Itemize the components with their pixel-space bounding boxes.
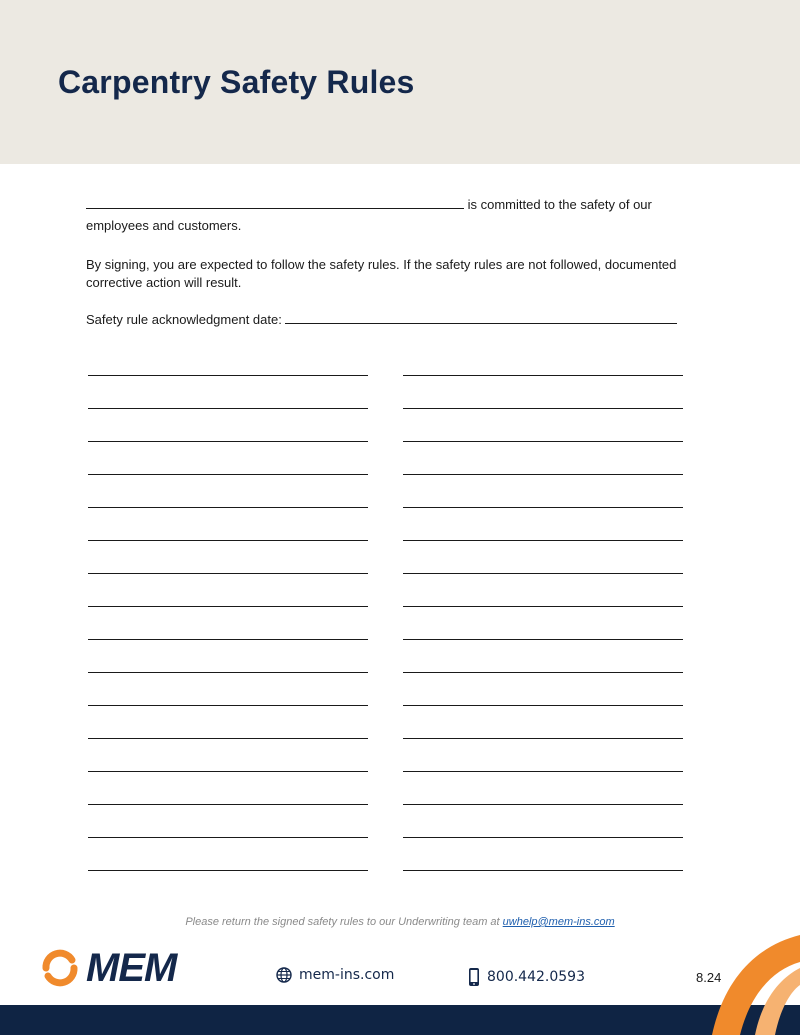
signature-line[interactable] xyxy=(88,870,368,871)
company-name-blank[interactable] xyxy=(86,196,464,209)
signature-line[interactable] xyxy=(88,507,368,508)
phone-icon xyxy=(468,967,480,987)
signature-line[interactable] xyxy=(88,837,368,838)
signature-line[interactable] xyxy=(88,606,368,607)
header-band xyxy=(0,0,800,164)
phone-text: 800.442.0593 xyxy=(487,969,585,985)
commitment-statement xyxy=(86,196,696,232)
signature-line[interactable] xyxy=(88,441,368,442)
signature-line[interactable] xyxy=(88,705,368,706)
signature-line[interactable] xyxy=(88,573,368,574)
acknowledgment-date-row xyxy=(86,311,696,329)
globe-icon xyxy=(276,967,292,983)
signature-line[interactable] xyxy=(403,573,683,574)
signing-notice: By signing, you are expected to follow the safety rules. If the safety rules are not followed, documented corrective action will result. xyxy=(86,257,677,290)
signature-line[interactable] xyxy=(403,804,683,805)
website-text: mem-ins.com xyxy=(299,967,395,983)
acknowledgment-date-label: Safety rule acknowledgment date: xyxy=(86,312,286,327)
signature-line[interactable] xyxy=(403,441,683,442)
signature-line[interactable] xyxy=(88,771,368,772)
signature-line[interactable] xyxy=(403,375,683,376)
signature-line[interactable] xyxy=(88,738,368,739)
signature-line[interactable] xyxy=(88,375,368,376)
acknowledgment-date-blank[interactable] xyxy=(285,311,677,324)
signature-line[interactable] xyxy=(403,738,683,739)
return-instructions xyxy=(0,916,800,928)
signature-line[interactable] xyxy=(403,837,683,838)
signature-line[interactable] xyxy=(403,672,683,673)
orange-swoosh-decoration xyxy=(700,930,800,1035)
signature-line[interactable] xyxy=(88,804,368,805)
footer-bar xyxy=(0,1005,800,1035)
signature-line[interactable] xyxy=(403,408,683,409)
mem-logo xyxy=(40,948,176,988)
return-instructions-text: Please return the signed safety rules to our Underwriting team at xyxy=(185,916,503,928)
website-contact[interactable] xyxy=(276,967,394,983)
signature-line[interactable] xyxy=(88,639,368,640)
signature-line[interactable] xyxy=(403,540,683,541)
form-version: 8.24 xyxy=(696,970,722,985)
signature-line[interactable] xyxy=(403,870,683,871)
mem-logo-mark-icon xyxy=(40,948,80,988)
commitment-text-line2: employees and customers. xyxy=(86,218,242,233)
signature-line[interactable] xyxy=(403,705,683,706)
signature-line[interactable] xyxy=(88,540,368,541)
signature-line[interactable] xyxy=(403,507,683,508)
signature-line[interactable] xyxy=(88,672,368,673)
phone-contact[interactable] xyxy=(468,967,585,987)
commitment-text: is committed to the safety of our xyxy=(464,197,652,212)
signature-line[interactable] xyxy=(88,408,368,409)
signature-line[interactable] xyxy=(403,771,683,772)
signature-line[interactable] xyxy=(403,606,683,607)
underwriting-email-link[interactable]: uwhelp@mem-ins.com xyxy=(502,916,615,928)
signature-line[interactable] xyxy=(403,474,683,475)
page-title: Carpentry Safety Rules xyxy=(58,64,415,100)
signature-line[interactable] xyxy=(403,639,683,640)
mem-logo-text: MEM xyxy=(86,946,177,990)
signature-line[interactable] xyxy=(88,474,368,475)
